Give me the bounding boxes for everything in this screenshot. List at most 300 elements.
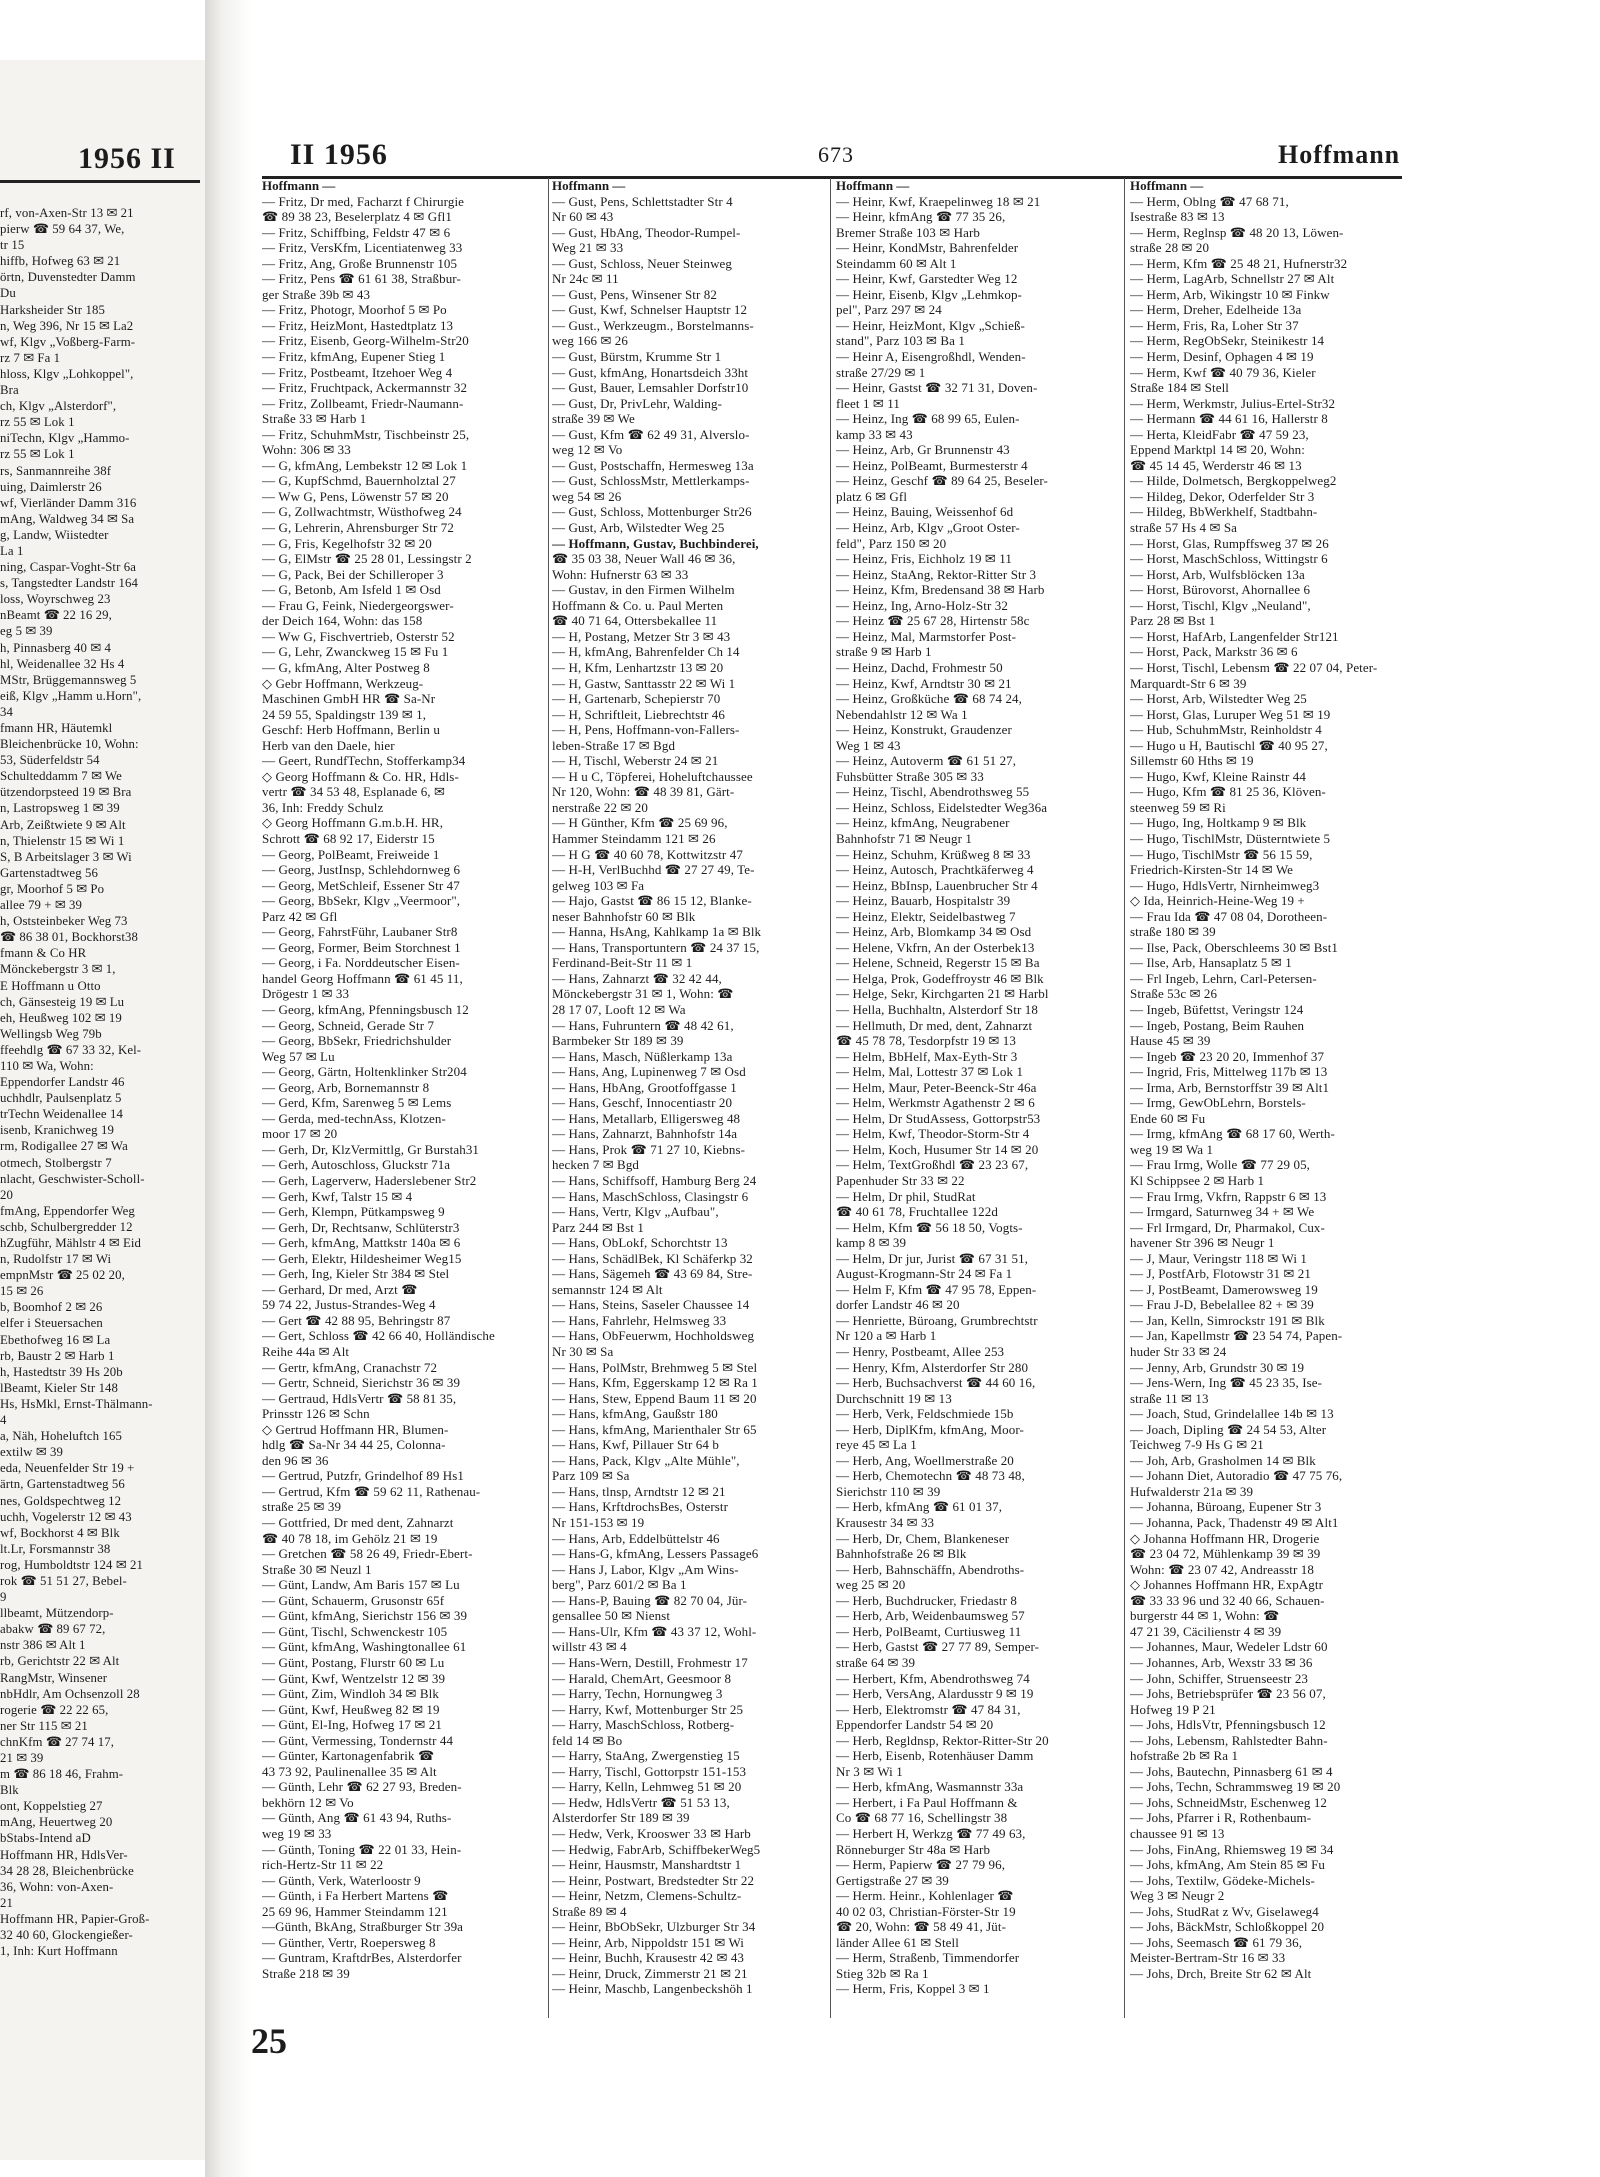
directory-entry: der Deich 164, Wohn: das 158 [262, 613, 423, 629]
directory-entry: — Horst, Tischl, Klgv „Neuland", [1130, 597, 1311, 613]
directory-entry: — Heinr, Druck, Zimmerstr 21 ✉ 21 [552, 1965, 748, 1981]
directory-entry: — Hans-Wern, Destill, Frohmestr 17 [552, 1654, 748, 1670]
directory-entry: — Herbert, Kfm, Abendrothsweg 74 [836, 1670, 1030, 1686]
directory-entry: — Hans, Zahnarzt ☎ 32 42 44, [552, 970, 722, 986]
directory-entry: ger Straße 39b ✉ 43 [262, 286, 371, 302]
directory-entry: — Günter, Kartonagenfabrik ☎ [262, 1748, 435, 1764]
directory-entry: Hofweg 19 P 21 [1130, 1701, 1216, 1717]
left-directory-entry: uchhdlr, Paulsenplatz 5 [0, 1091, 122, 1106]
column-heading: Hoffmann — [552, 178, 626, 193]
directory-entry: — Hans, KrftdrochsBes, Osterstr [552, 1499, 729, 1515]
left-directory-entry: ch, Gänsesteig 19 ✉ Lu [0, 994, 125, 1009]
directory-entry: — Hugo, HdlsVertr, Nirnheimweg3 [1130, 877, 1320, 893]
directory-entry: — Frl Irmgard, Dr, Pharmakol, Cux- [1130, 1219, 1325, 1235]
directory-entry: — Harry, Tischl, Gottorpstr 151-153 [552, 1763, 747, 1779]
directory-entry: — Herb, Bahnschäffn, Abendroths- [836, 1561, 1025, 1577]
directory-entry: stand", Parz 103 ✉ Ba 1 [836, 333, 965, 349]
directory-entry: — G, kfmAng, Lembekstr 12 ✉ Lok 1 [262, 457, 468, 473]
directory-entry: Hammer Steindamm 121 ✉ 26 [552, 830, 716, 846]
column-heading: Hoffmann — [1130, 178, 1204, 193]
directory-entry: — Harry, MaschSchloss, Rotberg- [552, 1717, 735, 1733]
left-directory-entry: ning, Caspar-Voght-Str 6a [0, 560, 137, 575]
directory-entry: — Horst, Bürovorst, Ahornallee 6 [1130, 582, 1311, 598]
left-directory-entry: 9 [0, 1590, 7, 1605]
directory-entry: — Georg, Gärtn, Holtenklinker Str204 [262, 1064, 467, 1080]
left-directory-entry: wf, Bockhorst 4 ✉ Blk [0, 1525, 120, 1540]
directory-entry: — Hedw, Verk, Krooswег 33 ✉ Harb [552, 1825, 751, 1841]
directory-entry: — Johs, Betriebsprüfer ☎ 23 56 07, [1130, 1686, 1326, 1702]
directory-entry: — Johs, kfmAng, Am Stein 85 ✉ Fu [1130, 1857, 1326, 1873]
directory-entry: — Günther, Vertr, Roepersweg 8 [262, 1934, 436, 1950]
directory-entry: — Günth, Toning ☎ 22 01 33, Hein- [262, 1841, 462, 1857]
left-directory-entry: schb, Schulbergredder 12 [0, 1219, 133, 1234]
left-directory-entry: rz 7 ✉ Fa 1 [0, 350, 61, 365]
directory-entry: — Jenny, Arb, Grundstr 30 ✉ 19 [1130, 1359, 1305, 1375]
left-directory-entry: rm, Rodigallee 27 ✉ Wa [0, 1139, 128, 1154]
directory-entry: — Herm, Werkmstr, Julius-Ertel-Str32 [1130, 395, 1336, 411]
directory-entry: Ende 60 ✉ Fu [1130, 1110, 1206, 1126]
directory-entry: Parz 109 ✉ Sa [552, 1468, 630, 1484]
directory-entry: feld", Parz 150 ✉ 20 [836, 535, 947, 551]
directory-entry: Ferdinand-Beit-Str 11 ✉ 1 [552, 955, 693, 971]
directory-entry: Straße 184 ✉ Stell [1130, 380, 1229, 396]
directory-entry: Drögestr 1 ✉ 33 [262, 986, 350, 1002]
directory-entry: Wohn: ☎ 23 07 42, Andreasstr 18 [1130, 1561, 1314, 1577]
directory-entry: Nr 30 ✉ Sa [552, 1344, 614, 1360]
directory-entry: — Herb, Chemotechn ☎ 48 73 48, [836, 1468, 1025, 1484]
directory-entry: — John, Schiffer, Struenseestr 23 [1130, 1670, 1309, 1686]
directory-entry: — Herm, Papierw ☎ 27 79 96, [836, 1857, 1006, 1873]
directory-entry: Herb van den Daele, hier [262, 737, 395, 753]
directory-entry: — Johs, FinAng, Rhiemsweg 19 ✉ 34 [1130, 1841, 1334, 1857]
directory-entry: — Georg, JustInsp, Schlehdornweg 6 [262, 862, 461, 878]
directory-entry: Fuhsbütter Straße 305 ✉ 33 [836, 768, 984, 784]
directory-entry: — Herm, Kfm ☎ 25 48 21, Hufnerstr32 [1130, 255, 1348, 271]
left-directory-entry: elfer i Steuersachen [0, 1316, 103, 1331]
directory-entry: — Gust, Postschaffn, Hermesweg 13a [552, 457, 754, 473]
directory-entry: — Johs, Bautechn, Pinnasberg 61 ✉ 4 [1130, 1763, 1333, 1779]
directory-entry: — Ilse, Arb, Hansaplatz 5 ✉ 1 [1130, 955, 1292, 971]
directory-entry: — G, Fris, Kegelhofstr 32 ✉ 20 [262, 535, 432, 551]
left-directory-entry: Gartenstadtweg 56 [0, 865, 99, 880]
directory-entry: — Heinr, Arb, Nippoldstr 151 ✉ Wi [552, 1934, 745, 1950]
directory-entry: — Harald, ChemArt, Geesmoor 8 [552, 1670, 732, 1686]
directory-entry: — Herb, kfmAng, Wasmannstr 33a [836, 1779, 1024, 1795]
directory-entry: kamp 33 ✉ 43 [836, 426, 913, 442]
directory-entry: Krausestr 34 ✉ 33 [836, 1515, 935, 1531]
left-directory-entry: ffeehdlg ☎ 67 33 32, Kel- [0, 1042, 142, 1057]
left-directory-entry: gr, Moorhof 5 ✉ Po [0, 881, 105, 896]
left-directory-entry: n, Thielenstr 15 ✉ Wi 1 [0, 833, 125, 848]
left-directory-entry: Du [0, 286, 16, 301]
directory-entry: — Joach, Stud, Grindelallee 14b ✉ 13 [1130, 1406, 1334, 1422]
directory-entry: fleet 1 ✉ 11 [836, 395, 900, 411]
directory-entry: hofstraße 2b ✉ Ra 1 [1130, 1748, 1239, 1764]
directory-entry: — Helm, Mal, Lottestr 37 ✉ Lok 1 [836, 1064, 1024, 1080]
directory-entry: Hufwalderstr 21a ✉ 39 [1130, 1483, 1254, 1499]
directory-entry: — Günth, i Fa Herbert Martens ☎ [262, 1888, 449, 1904]
directory-entry: — Horst, HafArb, Langenfelder Str121 [1130, 628, 1339, 644]
directory-entry: Stieg 32b ✉ Ra 1 [836, 1965, 929, 1981]
directory-entry: Barmbeker Str 189 ✉ 39 [552, 1033, 684, 1049]
directory-entry: — Günth, Ang ☎ 61 43 94, Ruths- [262, 1810, 452, 1826]
directory-entry: — Herb, Dr, Chem, Blankeneser [836, 1530, 1010, 1546]
page-name-header: Hoffmann [1278, 140, 1401, 169]
left-directory-entry: Mönckebergstr 3 ✉ 1, [0, 962, 116, 977]
directory-entry: — Herb, Verk, Feldschmiede 15b [836, 1406, 1014, 1422]
directory-entry: Wohn: Hufnerstr 63 ✉ 33 [552, 566, 689, 582]
left-directory-entry: hiffb, Hofweg 63 ✉ 21 [0, 254, 121, 269]
directory-entry: — G, ElMstr ☎ 25 28 01, Lessingstr 2 [262, 551, 472, 567]
left-directory-entry: ärtn, Gartenstadtweg 56 [0, 1477, 125, 1492]
directory-entry: 25 69 96, Hammer Steindamm 121 [262, 1903, 448, 1919]
directory-entry: — H, kfmAng, Bahrenfelder Ch 14 [552, 644, 740, 660]
directory-entry: — Harry, StaAng, Zwergenstieg 15 [552, 1748, 740, 1764]
directory-entry: — Hildeg, BbWerkhelf, Stadtbahn- [1130, 504, 1318, 520]
directory-entry: 47 21 39, Cäcilienstr 4 ✉ 39 [1130, 1623, 1282, 1639]
directory-entry: — Hans, tlnsp, Arndtstr 12 ✉ 21 [552, 1483, 726, 1499]
left-directory-entry: isenb, Kranichweg 19 [0, 1123, 114, 1138]
directory-entry: — Hans, Zahnarzt, Bahnhofstr 14a [552, 1126, 738, 1142]
left-directory-entry: 15 ✉ 26 [0, 1284, 44, 1299]
directory-entry: — Johanna, Büroang, Eupener Str 3 [1130, 1499, 1322, 1515]
directory-entry: — Gerda, med-technAss, Klotzen- [262, 1110, 446, 1126]
directory-entry: Marquardt-Str 6 ✉ 39 [1130, 675, 1247, 691]
left-directory-entry: h, Oststeinbeker Weg 73 [0, 914, 128, 929]
left-directory-entry: Hoffmann HR, Papier-Groß- [0, 1911, 150, 1926]
directory-entry: Nr 120 a ✉ Harb 1 [836, 1328, 937, 1344]
directory-entry: — Fritz, Postbeamt, Itzehoer Weg 4 [262, 364, 453, 380]
directory-entry: — Gust, Schloss, Neuer Steinweg [552, 255, 733, 271]
directory-entry: straße 64 ✉ 39 [836, 1654, 916, 1670]
left-directory-entry: rogerie ☎ 22 22 65, [0, 1702, 109, 1717]
directory-entry: Co ☎ 68 77 16, Schellingstr 38 [836, 1810, 1008, 1826]
directory-entry: — Gust, Dr, PrivLehr, Walding- [552, 395, 723, 411]
directory-entry: — Helm, Kfm ☎ 56 18 50, Vogts- [836, 1219, 1023, 1235]
directory-entry: — Frau Irmg, Wolle ☎ 77 29 05, [1130, 1157, 1311, 1173]
directory-entry: ☎ 45 14 45, Werderstr 46 ✉ 13 [1130, 457, 1302, 473]
directory-entry: — Herm, Fris, Koppel 3 ✉ 1 [836, 1981, 990, 1997]
directory-entry: August-Krogmann-Str 24 ✉ Fa 1 [836, 1266, 1013, 1282]
directory-entry: — Gerh, Autoschloss, Gluckstr 71a [262, 1157, 451, 1173]
directory-entry: — H, Gastw, Santtasstr 22 ✉ Wi 1 [552, 675, 736, 691]
directory-entry: — Hans, SchädlBek, Kl Schäferkp 32 [552, 1250, 753, 1266]
left-directory-entry: ützendorpsteed 19 ✉ Bra [0, 785, 132, 800]
directory-entry: — Hans, Geschf, Innocentiastr 20 [552, 1095, 733, 1111]
left-directory-entry: rz 55 ✉ Lok 1 [0, 415, 75, 430]
directory-entry: — Frau G, Feink, Niedergeorgswer- [262, 597, 454, 613]
directory-entry: — Herb, Ang, Woellmerstraße 20 [836, 1452, 1014, 1468]
directory-entry: — Irma, Arb, Bernstorffstr 39 ✉ Alt1 [1130, 1079, 1330, 1095]
directory-entry: — Gust, Pens, Winsener Str 82 [552, 286, 717, 302]
directory-entry: Maschinen GmbH HR ☎ Sa-Nr [262, 691, 436, 707]
directory-entry: — Harry, Kelln, Lehmweg 51 ✉ 20 [552, 1779, 742, 1795]
directory-entry: — Gust, HbAng, Theodor-Rumpel- [552, 224, 741, 240]
directory-entry: — Fritz, Zollbeamt, Friedr-Naumann- [262, 395, 464, 411]
left-directory-entry: uchh, Vogelerstr 12 ✉ 43 [0, 1509, 132, 1524]
left-directory-entry: abakw ☎ 89 67 72, [0, 1622, 106, 1637]
directory-entry: — Hans, Prok ☎ 71 27 10, Kiebns- [552, 1141, 746, 1157]
directory-entry: feld 14 ✉ Bo [552, 1732, 623, 1748]
column-divider-2 [830, 178, 831, 2018]
directory-entry: Bremer Straße 103 ✉ Harb [836, 224, 980, 240]
page-number: 673 [818, 142, 854, 167]
directory-entry: — Hilde, Dolmetsch, Bergkoppelweg2 [1130, 473, 1337, 489]
directory-entry: weg 12 ✉ Vo [552, 442, 623, 458]
directory-entry: — Georg, MetSchleif, Essener Str 47 [262, 877, 460, 893]
directory-entry: Nr 151-153 ✉ 19 [552, 1515, 645, 1531]
directory-entry: kamp 8 ✉ 39 [836, 1235, 907, 1251]
directory-entry: — Helm, Dr StudAssess, Gottorpstr53 [836, 1110, 1041, 1126]
directory-entry: — Gustav, in den Firmen Wilhelm [552, 582, 735, 598]
directory-entry: — Gust, Kwf, Schnelser Hauptstr 12 [552, 302, 748, 318]
directory-entry: — Hans, Vertr, Klgv „Aufbau", [552, 1204, 719, 1220]
left-directory-entry: Ebethofweg 16 ✉ La [0, 1332, 111, 1347]
directory-entry: — Joach, Dipling ☎ 24 54 53, Alter [1130, 1421, 1327, 1437]
directory-entry: — Hedwig, FabrArb, SchiffbekerWeg5 [552, 1841, 761, 1857]
directory-entry: — Gertrud, Kfm ☎ 59 62 11, Rathenau- [262, 1483, 481, 1499]
directory-entry: — Heinz, Bauing, Weissenhof 6d [836, 504, 1014, 520]
directory-entry: — Johs, Pfarrer i R, Rothenbaum- [1130, 1810, 1312, 1826]
directory-entry: — Herb, PolBeamt, Curtiusweg 11 [836, 1623, 1022, 1639]
directory-entry: Straße 89 ✉ 4 [552, 1903, 627, 1919]
directory-entry: Alsterdorfer Str 189 ✉ 39 [552, 1810, 690, 1826]
left-directory-entry: tr 15 [0, 238, 25, 253]
directory-entry: — Jan, Kelln, Simrockstr 191 ✉ Blk [1130, 1312, 1325, 1328]
left-directory-entry: n, Weg 396, Nr 15 ✉ La2 [0, 318, 134, 333]
directory-entry: — Günt, Vermessing, Tondernstr 44 [262, 1732, 454, 1748]
directory-entry: vertr ☎ 34 53 48, Esplanade 6, ✉ [262, 784, 445, 800]
directory-entry: Teichweg 7-9 Hs G ✉ 21 [1130, 1437, 1264, 1453]
directory-entry: — Herm, Arb, Wikingstr 10 ✉ Finkw [1130, 286, 1330, 302]
directory-entry: hdlg ☎ Sa-Nr 34 44 25, Colonna- [262, 1437, 446, 1453]
directory-entry: — Herm. Heinr., Kohlenlager ☎ [836, 1888, 1014, 1904]
directory-entry: — Heinz, Mal, Marmstorfer Post- [836, 628, 1017, 644]
directory-entry: nerstraße 22 ✉ 20 [552, 799, 648, 815]
directory-entry: — Heinr, kfmAng ☎ 77 35 26, [836, 209, 1006, 225]
directory-entry: — Günt, kfmAng, Sierichstr 156 ✉ 39 [262, 1608, 468, 1624]
directory-entry: — Georg, BbSekr, Klgv „Veermoor", [262, 893, 461, 909]
directory-entry: ◇ Gebr Hoffmann, Werkzeug- [262, 675, 424, 691]
directory-entry: — Johs, SchneidMstr, Eschenweg 12 [1130, 1794, 1328, 1810]
directory-entry: — H, Schriftleit, Liebrechtstr 46 [552, 706, 725, 722]
directory-entry: Reihe 44a ✉ Alt [262, 1344, 350, 1360]
directory-entry: — Gust, Arb, Wilstedter Weg 25 [552, 520, 725, 536]
directory-entry: — Herb, Elektromstr ☎ 47 84 31, [836, 1701, 1021, 1717]
left-directory-entry: MStr, Brüggemannsweg 5 [0, 672, 137, 687]
directory-entry: — Herb, Arb, Weidenbaumsweg 57 [836, 1608, 1025, 1624]
directory-entry: — Hugo u H, Bautischl ☎ 40 95 27, [1130, 737, 1328, 753]
left-directory-entry: uing, Daimlerstr 26 [0, 479, 102, 494]
directory-entry: ◇ Johannes Hoffmann HR, ExpAgtr [1130, 1577, 1324, 1593]
directory-entry: — Irmgard, Saturnweg 34 + ✉ We [1130, 1204, 1315, 1220]
directory-entry: — Johs, Seemasch ☎ 61 79 36, [1130, 1934, 1303, 1950]
directory-entry: leben-Straße 17 ✉ Bgd [552, 737, 676, 753]
directory-entry: — Fritz, HeizMont, Hastedtplatz 13 [262, 317, 454, 333]
directory-entry: — Heinr, Hausmstr, Manshardtstr 1 [552, 1857, 742, 1873]
directory-entry: 36, Inh: Freddy Schulz [262, 799, 384, 815]
directory-entry: Parz 28 ✉ Bst 1 [1130, 613, 1216, 629]
directory-entry: — G, kfmAng, Alter Postweg 8 [262, 659, 430, 675]
directory-entry: — Hans, HbAng, Grootfoffgasse 1 [552, 1079, 737, 1095]
directory-entry: — Helge, Sekr, Kirchgarten 21 ✉ Harbl [836, 986, 1049, 1002]
directory-entry: ☎ 23 04 72, Mühlenkamp 39 ✉ 39 [1130, 1546, 1321, 1562]
directory-entry: ◇ Gertrud Hoffmann HR, Blumen- [262, 1421, 449, 1437]
directory-entry: chaussee 91 ✉ 13 [1130, 1825, 1225, 1841]
directory-entry: — G, Lehr, Zwanckweg 15 ✉ Fu 1 [262, 644, 449, 660]
directory-entry: — Johs, Techn, Schrammsweg 19 ✉ 20 [1130, 1779, 1341, 1795]
directory-entry: — H Günther, Kfm ☎ 25 69 96, [552, 815, 728, 831]
directory-entry: — Hans, Ang, Lupinenweg 7 ✉ Osd [552, 1064, 746, 1080]
directory-entry: — Hans, ObFeuerwm, Hochholdsweg [552, 1328, 755, 1344]
directory-column-1 [262, 178, 544, 2028]
directory-entry: ◇ Johanna Hoffmann HR, Drogerie [1130, 1530, 1320, 1546]
directory-entry: 43 73 92, Paulinenallee 35 ✉ Alt [262, 1763, 437, 1779]
left-directory-entry: b, Boomhof 2 ✉ 26 [0, 1300, 103, 1315]
directory-entry: — Fritz, Dr med, Facharzt f Chirurgie [262, 193, 465, 209]
left-directory-entry: 36, Wohn: von-Axen- [0, 1879, 114, 1894]
directory-entry: Nr 3 ✉ Wi 1 [836, 1763, 903, 1779]
directory-entry: — Heinz, Tischl, Abendrothsweg 55 [836, 784, 1030, 800]
directory-entry: — Gert, Schloss ☎ 42 66 40, Holländische [262, 1328, 495, 1344]
left-directory-entry: rok ☎ 51 51 27, Bebel- [0, 1573, 127, 1588]
directory-entry: — Gust, Bauer, Lemsahler Dorfstr10 [552, 380, 749, 396]
directory-entry: — Heinz, Autoverm ☎ 61 51 27, [836, 753, 1017, 769]
directory-entry: Hoffmann & Co. u. Paul Merten [552, 597, 724, 613]
left-directory-entry: rog, Humboldtstr 124 ✉ 21 [0, 1557, 143, 1572]
left-directory-entry: fmann & Co HR [0, 946, 87, 961]
directory-entry: — Heinz ☎ 25 67 28, Hirtenstr 58c [836, 613, 1030, 629]
directory-entry: — Herb, Gastst ☎ 27 77 89, Semper- [836, 1639, 1040, 1655]
directory-entry: — Johs, Textilw, Gödeke-Michels- [1130, 1872, 1315, 1888]
directory-entry: — Hans, Masch, Nüßlerkamp 13a [552, 1048, 733, 1064]
left-page [0, 60, 205, 2160]
directory-entry: ☎ 40 71 64, Ottersbekallee 11 [552, 613, 718, 629]
directory-entry: — Günt, Postang, Flurstr 60 ✉ Lu [262, 1654, 445, 1670]
directory-entry: — Heinz, StaAng, Rektor-Ritter Str 3 [836, 566, 1037, 582]
directory-entry: ◇ Ida, Heinrich-Heine-Weg 19 + [1130, 893, 1305, 909]
directory-entry: — Gertraud, HdlsVertr ☎ 58 81 35, [262, 1390, 457, 1406]
directory-entry: Straße 218 ✉ 39 [262, 1965, 350, 1981]
directory-entry: — G, KupfSchmd, Bauernholztal 27 [262, 473, 456, 489]
directory-entry: — Geert, RundfTechn, Stofferkamp34 [262, 753, 466, 769]
left-directory-entry: h, Hastedtstr 39 Hs 20b [0, 1364, 123, 1379]
left-directory-entry: fmann HR, Häutemkl [0, 721, 113, 735]
directory-entry: Isestraße 83 ✉ 13 [1130, 209, 1225, 225]
directory-entry: weg 19 ✉ Wa 1 [1130, 1141, 1214, 1157]
directory-entry: — Heinz, Bauarb, Hospitalstr 39 [836, 893, 1011, 909]
directory-entry: Schrott ☎ 68 92 17, Eiderstr 15 [262, 830, 435, 846]
directory-entry: — Herbert H, Werkzg ☎ 77 49 63, [836, 1825, 1026, 1841]
directory-entry: — Hans, Metallarb, Elligersweg 48 [552, 1110, 741, 1126]
directory-entry: — Günt, Schauerm, Grusonstr 65f [262, 1592, 445, 1608]
directory-entry: — Horst, MaschSchloss, Wittingstr 6 [1130, 551, 1328, 567]
directory-entry: — Georg, Arb, Bornemannstr 8 [262, 1079, 430, 1095]
directory-entry: — Heinz, BbInsp, Lauenbrucher Str 4 [836, 877, 1038, 893]
directory-entry: Mönckebergstr 31 ✉ 1, Wohn: ☎ [552, 986, 734, 1002]
directory-entry: — Gust, Schloss, Mottenburger Str26 [552, 504, 752, 520]
directory-entry: — Hugo, Kwf, Kleine Rainstr 44 [1130, 768, 1306, 784]
directory-entry: 59 74 22, Justus-Strandes-Weg 4 [262, 1297, 436, 1313]
directory-entry: Straße 53c ✉ 26 [1130, 986, 1218, 1002]
directory-entry: — Heinz, Kfm, Bredensand 38 ✉ Harb [836, 582, 1045, 598]
directory-entry: straße 27/29 ✉ 1 [836, 364, 926, 380]
left-directory-entry: 34 [0, 704, 13, 719]
directory-column-4 [1130, 178, 1408, 2028]
directory-entry: gelweg 103 ✉ Fa [552, 877, 645, 893]
directory-entry: — Hans, ObLokf, Schorchtstr 13 [552, 1235, 728, 1251]
directory-entry: Nr 24c ✉ 11 [552, 271, 619, 287]
directory-entry: — G, Betonb, Am Isfeld 1 ✉ Osd [262, 582, 441, 598]
directory-entry: — Frau J-D, Bebelallee 82 + ✉ 39 [1130, 1297, 1314, 1313]
left-directory-entry: rf, von-Axen-Str 13 ✉ 21 [0, 206, 134, 220]
left-directory-entry: Harksheider Str 185 [0, 302, 105, 317]
directory-entry: — Ww G, Fischvertrieb, Osterstr 52 [262, 628, 455, 644]
directory-entry: — H-H, VerlBuchhd ☎ 27 27 49, Te- [552, 862, 755, 878]
directory-entry: weg 54 ✉ 26 [552, 488, 622, 504]
directory-entry: — Ingeb ☎ 23 20 20, Immenhof 37 [1130, 1048, 1325, 1064]
directory-entry: ☎ 45 78 78, Tesdorpfstr 19 ✉ 13 [836, 1033, 1016, 1049]
directory-entry: — Gertrud, Putzfr, Grindelhof 89 Hs1 [262, 1468, 465, 1484]
left-directory-entry: s, Tangstedter Landstr 164 [0, 576, 138, 591]
left-directory-entry: nlacht, Geschwister-Scholl- [0, 1171, 145, 1186]
directory-entry: — Hans, Pack, Klgv „Alte Mühle", [552, 1452, 740, 1468]
left-directory-entry: mAng, Heuertweg 20 [0, 1815, 113, 1830]
directory-entry: den 96 ✉ 36 [262, 1452, 329, 1468]
directory-entry: — Heinz, Elektr, Seidelbastweg 7 [836, 908, 1016, 924]
directory-entry: — H G ☎ 40 60 78, Kottwitzstr 47 [552, 846, 743, 862]
directory-entry: — Heinr, KondMstr, Bahrenfelder [836, 240, 1019, 256]
directory-entry: Bahnhofstr 71 ✉ Neugr 1 [836, 830, 972, 846]
directory-entry: — Günth, Verk, Waterloostr 9 [262, 1872, 421, 1888]
directory-entry: — Fritz, kfmAng, Eupener Stieg 1 [262, 349, 446, 365]
directory-entry: Nr 120, Wohn: ☎ 48 39 81, Gärt- [552, 784, 735, 800]
directory-entry: — Fritz, Photogr, Moorhof 5 ✉ Po [262, 302, 447, 318]
directory-entry: burgerstr 44 ✉ 1, Wohn: ☎ [1130, 1608, 1280, 1624]
directory-entry: Nebendahlstr 12 ✉ Wa 1 [836, 706, 968, 722]
directory-entry: Friedrich-Kirsten-Str 14 ✉ We [1130, 862, 1294, 878]
directory-entry: straße 28 ✉ 20 [1130, 240, 1210, 256]
directory-entry: — H, Kfm, Lenhartzstr 13 ✉ 20 [552, 659, 724, 675]
directory-entry: — Heinz, Arb, Gr Brunnenstr 43 [836, 442, 1010, 458]
directory-entry: — Hans, Fuhruntern ☎ 48 42 61, [552, 1017, 734, 1033]
directory-entry: — Helene, Schneid, Regerstr 15 ✉ Ba [836, 955, 1040, 971]
left-directory-entry: mAng, Waldweg 34 ✉ Sa [0, 511, 135, 526]
directory-entry: — Johs, HdlsVtr, Pfenningsbusch 12 [1130, 1717, 1326, 1733]
directory-entry: — Henry, Kfm, Alsterdorfer Str 280 [836, 1359, 1029, 1375]
left-directory-entry: llbeamt, Mützendorp- [0, 1606, 114, 1621]
left-directory-entry: h, Pinnasberg 40 ✉ 4 [0, 640, 111, 655]
directory-entry: — Hajo, Gastst ☎ 86 15 12, Blanke- [552, 893, 752, 909]
directory-entry: — Gust., Werkzeugm., Borstelmanns- [552, 317, 754, 333]
directory-entry: — Heinr, HeizMont, Klgv „Schieß- [836, 317, 1025, 333]
directory-entry: — G, Zollwachtmstr, Wüsthofweg 24 [262, 504, 462, 520]
directory-entry: — Ww G, Pens, Löwenstr 57 ✉ 20 [262, 488, 449, 504]
directory-entry: — Fritz, Fruchtpack, Ackermannstr 32 [262, 380, 468, 396]
directory-entry: 24 59 55, Spaldingstr 139 ✉ 1, [262, 706, 427, 722]
directory-entry: — Gertr, kfmAng, Cranachstr 72 [262, 1359, 438, 1375]
directory-entry: — Gust, Bürstm, Krumme Str 1 [552, 349, 722, 365]
directory-entry: — Hans, Kwf, Pillauer Str 64 b [552, 1437, 719, 1453]
directory-entry: — H, Tischl, Weberstr 24 ✉ 21 [552, 753, 719, 769]
directory-entry: Sierichstr 110 ✉ 39 [836, 1483, 941, 1499]
directory-entry: Weg 21 ✉ 33 [552, 240, 624, 256]
directory-entry: handel Georg Hoffmann ☎ 61 45 11, [262, 970, 463, 986]
directory-entry: — Hedw, HdlsVertr ☎ 51 53 13, [552, 1794, 730, 1810]
directory-entry: — Heinr, Maschb, Langenbeckshöh 1 [552, 1981, 753, 1997]
directory-entry: Parz 42 ✉ Gfl [262, 908, 338, 924]
left-directory-entry: 110 ✉ Wa, Wohn: [0, 1058, 94, 1073]
